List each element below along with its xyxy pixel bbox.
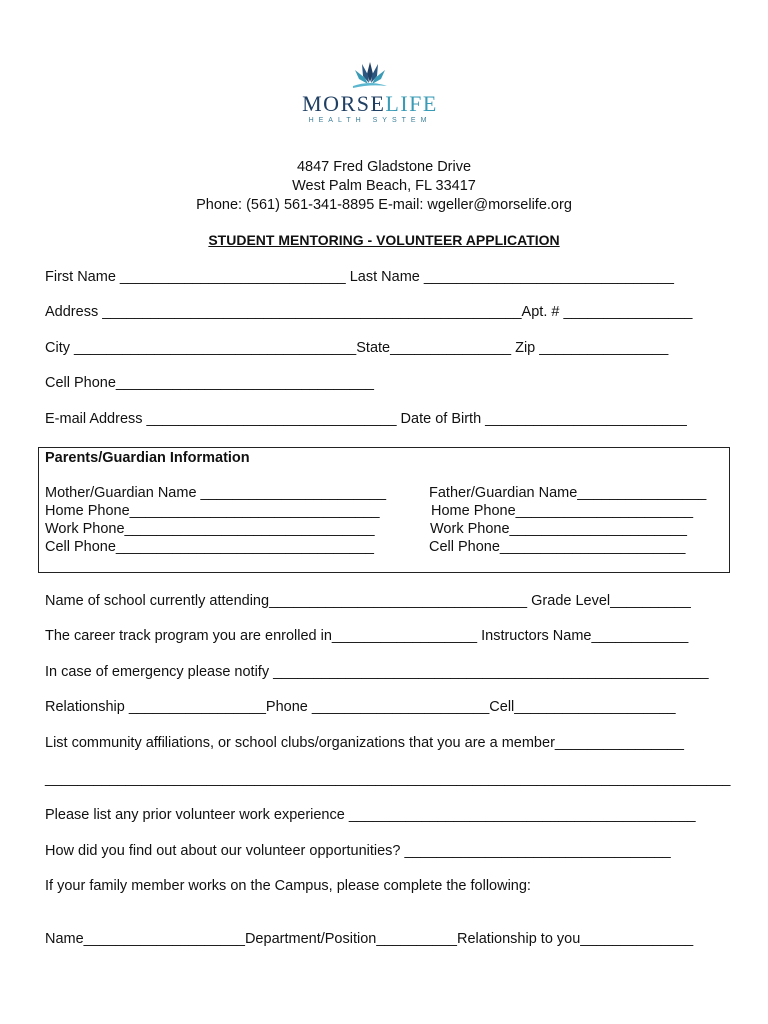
brand-name — [300, 92, 440, 116]
family-member-intro: If your family member works on the Campus, please complete the following: — [45, 878, 531, 894]
emergency-contact-field-row[interactable]: In case of emergency please notify ______________________________________________________ — [45, 664, 709, 680]
affiliations-field-row[interactable]: List community affiliations, or school clubs/organizations that you are a member________________ — [45, 735, 684, 751]
leaf-emblem-icon — [350, 58, 390, 92]
school-field-row[interactable]: Name of school currently attending________________________________ Grade Level__________ — [45, 593, 691, 609]
mother-cell-phone-field[interactable]: Cell Phone________________________________ — [45, 539, 374, 555]
brand-main: MORSE — [302, 91, 386, 116]
address-field-row[interactable]: Address ____________________________________________________Apt. # ________________ — [45, 304, 693, 320]
guardian-heading: Parents/Guardian Information — [45, 450, 250, 466]
email-field-row[interactable]: E-mail Address _______________________________ Date of Birth _________________________ — [45, 411, 687, 427]
city-field-row[interactable]: City ___________________________________State_______________ Zip ________________ — [45, 340, 669, 356]
contact-line: Phone: (561) 561-341-8895 E-mail: wgeller@morselife.org — [196, 197, 572, 213]
relationship-field-row[interactable]: Relationship _________________Phone ______________________Cell____________________ — [45, 699, 676, 715]
family-member-field-row[interactable]: Name____________________Department/Position__________Relationship to you______________ — [45, 931, 694, 947]
father-home-phone-field[interactable]: Home Phone______________________ — [431, 503, 694, 519]
address-line-1: 4847 Fred Gladstone Drive — [296, 159, 472, 175]
father-work-phone-field[interactable]: Work Phone______________________ — [430, 521, 687, 537]
affiliations-blank-line[interactable]: _____________________________________________________________________________________ — [45, 771, 731, 787]
father-cell-phone-field[interactable]: Cell Phone_______________________ — [429, 539, 686, 555]
address-line-2: West Palm Beach, FL 33417 — [292, 178, 476, 194]
cell-phone-field-row[interactable]: Cell Phone________________________________ — [45, 375, 374, 391]
brand-tagline: HEALTH SYSTEM — [308, 117, 432, 124]
mother-home-phone-field[interactable]: Home Phone_______________________________ — [45, 503, 380, 519]
name-field-row[interactable]: First Name ____________________________ Last Name _______________________________ — [45, 269, 674, 285]
mother-name-field[interactable]: Mother/Guardian Name _______________________ — [45, 485, 387, 501]
career-track-field-row[interactable]: The career track program you are enrolled in__________________ Instructors Name____________ — [45, 628, 689, 644]
referral-source-field-row[interactable]: How did you find out about our volunteer opportunities? _________________________________ — [45, 843, 671, 859]
brand-accent: LIFE — [385, 91, 438, 116]
morselife-logo — [300, 58, 440, 124]
form-title: STUDENT MENTORING - VOLUNTEER APPLICATION — [208, 232, 560, 248]
father-name-field[interactable]: Father/Guardian Name________________ — [429, 485, 707, 501]
prior-experience-field-row[interactable]: Please list any prior volunteer work experience ___________________________________________ — [45, 807, 696, 823]
guardian-section — [38, 447, 730, 573]
mother-work-phone-field[interactable]: Work Phone_______________________________ — [45, 521, 375, 537]
